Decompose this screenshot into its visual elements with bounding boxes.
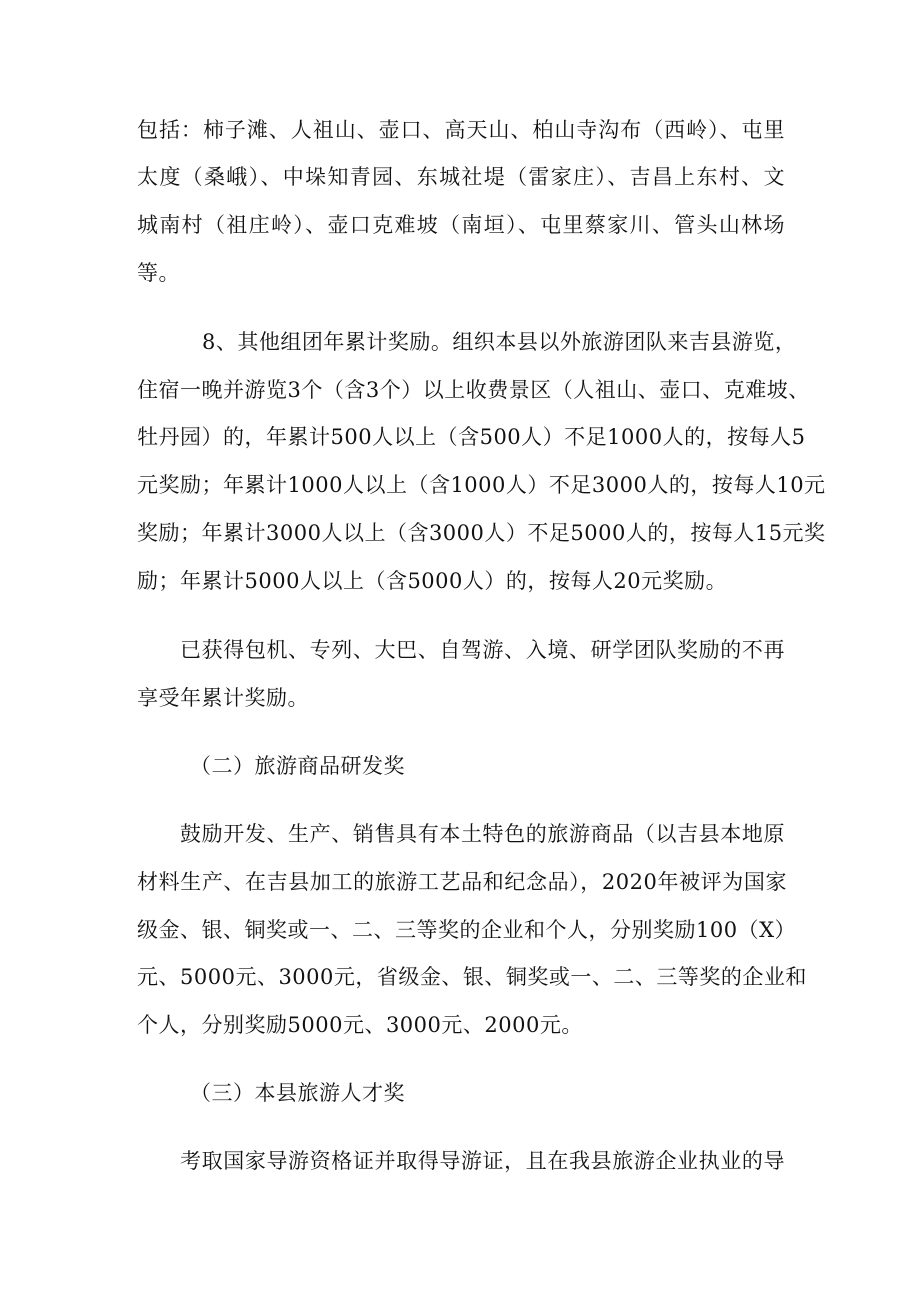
section-heading: （三）本县旅游人才奖: [190, 1081, 405, 1105]
text-line: 包括：柿子滩、人祖山、壶口、高天山、柏山寺沟布（西岭）、屯里: [137, 118, 785, 142]
text-line: 元、5000元、3000元，省级金、银、铜奖或一、二、三等奖的企业和: [137, 965, 807, 989]
text-line: 鼓励开发、生产、销售具有本土特色的旅游商品（以吉县本地原: [180, 822, 785, 846]
text-line: 城南村（祖庄岭）、壶口克难坡（南垣）、屯里蔡家川、管头山林场: [137, 213, 785, 237]
section-heading: （二）旅游商品研发奖: [190, 754, 405, 778]
text-line: 牡丹园）的，年累计500人以上（含500人）不足1000人的，按每人5: [137, 425, 806, 449]
text-line: 等。: [137, 261, 180, 285]
text-line: 励；年累计5000人以上（含5000人）的，按每人20元奖励。: [137, 569, 728, 593]
text-line: 个人，分别奖励5000元、3000元、2000元。: [137, 1013, 583, 1037]
text-line: 材料生产、在吉县加工的旅游工艺品和纪念品），2020年被评为国家: [137, 870, 787, 894]
text-line: 太度（桑峨）、中垛知青园、东城社堤（雷家庄）、吉昌上东村、文: [137, 165, 785, 189]
text-line: 考取国家导游资格证并取得导游证，且在我县旅游企业执业的导: [180, 1149, 785, 1173]
text-line: 奖励；年累计3000人以上（含3000人）不足5000人的，按每人15元奖: [137, 521, 826, 545]
text-line: 享受年累计奖励。: [137, 686, 309, 710]
text-line: 8、其他组团年累计奖励。组织本县以外旅游团队来吉县游览，: [202, 330, 797, 354]
text-line: 住宿一晚并游览3个（含3个）以上收费景区（人祖山、壶口、克难坡、: [137, 378, 810, 402]
text-line: 元奖励；年累计1000人以上（含1000人）不足3000人的，按每人10元: [137, 473, 826, 497]
text-line: 已获得包机、专列、大巴、自驾游、入境、研学团队奖励的不再: [180, 638, 785, 662]
text-line: 级金、银、铜奖或一、二、三等奖的企业和个人，分别奖励100（X）: [137, 918, 797, 942]
